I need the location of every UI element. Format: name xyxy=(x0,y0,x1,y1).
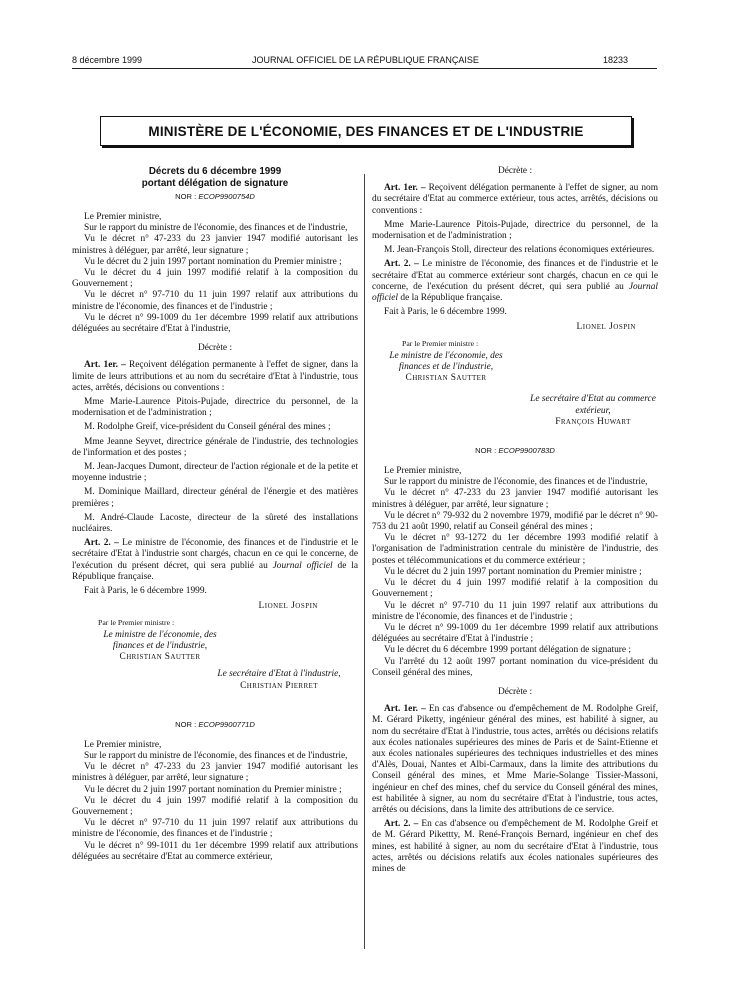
column-divider xyxy=(364,174,365,949)
delegate-entry: M. Jean-Jacques Dumont, directeur de l'action régionale et de la petite et moyenne industrie ; xyxy=(72,462,358,484)
pm-signature: Lionel Jospin xyxy=(576,322,636,333)
secretary-signature xyxy=(204,669,354,691)
decree-intro: Vu le décret du 4 juin 1997 modifié relatif à la composition du Gouvernement ; xyxy=(372,578,658,600)
minister-name: Christian Sautter xyxy=(405,373,487,384)
article-2: Art. 2. – Le ministre de l'économie, des finances et de l'industrie et le secrétaire d'Etat à l'industrie sont chargés, chacun en ce qui le concerne, de l'exécution du présent décret, qui sera publié au Journal officiel de la République française. xyxy=(72,538,358,582)
secretary-title: Le secrétaire d'Etat à l'industrie, xyxy=(217,669,341,680)
nor-reference: NOR : ECOP9900783D xyxy=(475,446,555,456)
article-2: Art. 2. – Le ministre de l'économie, des finances et de l'industrie et le secrétaire d'Etat au commerce extérieur sont chargés, chacun en ce qui le concerne, de l'exécution du présent décret, qui sera publié au Journal officiel de la République française. xyxy=(372,259,658,304)
done-at: Fait à Paris, le 6 décembre 1999. xyxy=(84,586,207,597)
decree-intro: Vu le décret du 4 juin 1997 modifié relatif à la composition du Gouvernement ; xyxy=(72,268,358,290)
decree-intro: Vu le décret n° 97-710 du 11 juin 1997 relatif aux attributions du ministre de l'économie, des finances et de l'industrie ; xyxy=(372,600,658,622)
by-pm: Par le Premier ministre : xyxy=(98,617,175,627)
article-1: Art. 1er. – Reçoivent délégation permanente à l'effet de signer, dans la limite de leurs attributions et au nom du secrétaire d'Etat à l'industrie, tous actes, arrêtés, décisions ou conventions : xyxy=(72,360,359,393)
by-pm: Par le Premier ministre : xyxy=(402,338,479,348)
article-1: Art. 1er. – Reçoivent délégation permanente à l'effet de signer, au nom du secrétaire d'Etat au commerce extérieur, tous actes, arrêtés, décisions ou conventions : xyxy=(372,183,659,216)
done-at: Fait à Paris, le 6 décembre 1999. xyxy=(384,307,507,318)
decrete-heading: Décrète : xyxy=(497,166,533,176)
decree-intro: Vu le décret n° 47-233 du 23 janvier 1947 modifié autorisant les ministres à déléguer, par arrêté, leur signature ; xyxy=(372,488,658,510)
article-2: Art. 2. – En cas d'absence ou d'empêchement de M. Rodolphe Greif et de M. Gérard Pikettty, M. René-François Bernard, ingénieur en chef des mines, est habilité à signer, au nom du secrétaire d'Etat à l'industrie, tous actes, arrêtés ou décisions relatifs aux écoles nationales supérieures des mines de xyxy=(372,819,658,874)
decree-intro: Vu le décret du 2 juin 1997 portant nomination du Premier ministre ; xyxy=(384,566,642,577)
header-page-number: 18233 xyxy=(602,55,628,65)
decree-intro: Vu le décret n° 97-710 du 11 juin 1997 relatif aux attributions du ministre de l'économie, des finances et de l'industrie ; xyxy=(72,290,358,312)
secretary-title: Le secrétaire d'Etat au commerce extérieur, xyxy=(530,394,656,416)
nor-reference: NOR : ECOP9900771D xyxy=(175,719,255,729)
decree-intro: Vu le décret n° 99-1009 du 1er décembre 1999 relatif aux attributions déléguées au secrétaire d'Etat à l'industrie ; xyxy=(372,622,658,645)
decree-intro: Vu l'arrêté du 12 août 1997 portant nomination du vice-président du Conseil général des mines, xyxy=(372,656,658,678)
secretary-name: Christian Pierret xyxy=(240,680,318,691)
decrete-heading: Décrète : xyxy=(497,686,533,697)
decree-intro: Vu le décret n° 47-233 du 23 janvier 1947 modifié autorisant les ministres à déléguer, par arrêté, leur signature ; xyxy=(72,234,358,256)
decree-intro: Vu le décret n° 47-233 du 23 janvier 1947 modifié autorisant les ministres à déléguer, par arrêté, leur signature ; xyxy=(72,762,358,784)
decree-title-line2: portant délégation de signature xyxy=(141,177,289,189)
delegate-entry: Mme Marie-Laurence Pitois-Pujade, directrice du personnel, de la modernisation et de l'administration ; xyxy=(372,219,658,242)
header-date: 8 décembre 1999 xyxy=(72,55,143,65)
decree-intro: Vu le décret n° 93-1272 du 1er décembre 1993 modifié relatif à l'organisation de l'administration centrale du ministère de l'industrie, des postes et télécommunications et du commerce extérieur ; xyxy=(372,533,658,566)
decree-intro: Vu le décret du 6 décembre 1999 portant délégation de signature ; xyxy=(384,645,632,656)
decrete-heading: Décrète : xyxy=(197,343,233,354)
decree-intro: Sur le rapport du ministre de l'économie, des finances et de l'industrie, xyxy=(84,223,348,234)
decree-title-line1: Décrets du 6 décembre 1999 xyxy=(148,166,282,177)
decree-intro: Vu le décret du 4 juin 1997 modifié relatif à la composition du Gouvernement ; xyxy=(72,795,358,817)
delegate-entry: M. Dominique Maillard, directeur général de l'énergie et des matières premières ; xyxy=(72,487,358,509)
left-column xyxy=(72,166,358,863)
decree-intro: Vu le décret du 2 juin 1997 portant nomination du Premier ministre ; xyxy=(84,784,342,795)
minister-title: Le ministre de l'économie, des finances et de l'industrie, xyxy=(103,629,217,651)
decree-intro: Vu le décret n° 99-1011 du 1er décembre 1999 relatif aux attributions déléguées au secrétaire d'Etat au commerce extérieur, xyxy=(72,840,358,862)
header-journal-title: JOURNAL OFFICIEL DE LA RÉPUBLIQUE FRANÇAISE xyxy=(252,55,479,65)
decree-intro: Le Premier ministre, xyxy=(384,466,462,477)
decree-intro: Sur le rapport du ministre de l'économie, des finances et de l'industrie, xyxy=(84,750,348,761)
secretary-name: François Huwart xyxy=(555,416,631,427)
decree-intro: Vu le décret du 2 juin 1997 portant nomination du Premier ministre ; xyxy=(84,256,342,267)
header-rule xyxy=(72,68,657,69)
minister-signature-block xyxy=(376,338,658,385)
delegate-entry: M. Rodolphe Greif, vice-président du Conseil général des mines ; xyxy=(84,422,331,433)
nor-reference: NOR : ECOP9900754D xyxy=(175,192,255,201)
decree-intro: Vu le décret n° 79-932 du 2 novembre 1979, modifié par le décret n° 90-753 du 21 août 1990, relatif au Conseil général des mines ; xyxy=(372,510,658,533)
delegate-entry: Mme Marie-Laurence Pitois-Pujade, directrice du personnel, de la modernisation et de l'administration ; xyxy=(72,397,358,419)
right-column xyxy=(372,166,658,875)
delegate-entry: M. Jean-François Stoll, directeur des relations économiques extérieures. xyxy=(384,245,655,256)
minister-signature-block xyxy=(90,617,358,664)
pm-signature: Lionel Jospin xyxy=(258,601,318,612)
decree-intro: Le Premier ministre, xyxy=(84,212,162,222)
minister-name: Christian Sautter xyxy=(119,652,201,663)
decree-intro: Le Premier ministre, xyxy=(84,739,162,750)
decree-intro: Sur le rapport du ministre de l'économie, des finances et de l'industrie, xyxy=(384,477,648,488)
delegate-entry: M. André-Claude Lacoste, directeur de la sûreté des installations nucléaires. xyxy=(72,512,358,535)
minister-title: Le ministre de l'économie, des finances et de l'industrie, xyxy=(389,350,503,373)
secretary-signature xyxy=(528,394,658,428)
decree-intro: Vu le décret n° 99-1009 du 1er décembre 1999 relatif aux attributions déléguées au secrétaire d'Etat à l'industrie, xyxy=(72,312,358,335)
decree-intro: Vu le décret n° 97-710 du 11 juin 1997 relatif aux attributions du ministre de l'économie, des finances et de l'industrie ; xyxy=(72,818,358,840)
delegate-entry: Mme Jeanne Seyvet, directrice générale de l'industrie, des technologies de l'information et des postes ; xyxy=(72,436,358,458)
article-1: Art. 1er. – En cas d'absence ou d'empêchement de M. Rodolphe Greif, M. Gérard Piketty, ingénieur général des mines, est habilité à signer, au nom du secrétaire d'Etat à l'industrie, tous actes, arrêtés ou décisions relatifs aux écoles nationales supérieures des mines de Paris et de Saint-Etienne et aux écoles nationales supérieures des techniques industrielles et des mines d'Alès, Douai, Nantes et Albi-Carmaux, dans la limite des attributions du Conseil général des mines, et Mme Marie-Solange Tissier-Massoni, ingénieur en chef des mines, chef du service du Conseil général des mines, est habilitée à signer, au nom du secrétaire d'Etat à l'industrie, tous actes, arrêtés ou décisions, dans la limite des attributions de ce service. xyxy=(372,704,658,815)
ministry-heading: MINISTÈRE DE L'ÉCONOMIE, DES FINANCES ET DE L'INDUSTRIE xyxy=(100,116,632,146)
